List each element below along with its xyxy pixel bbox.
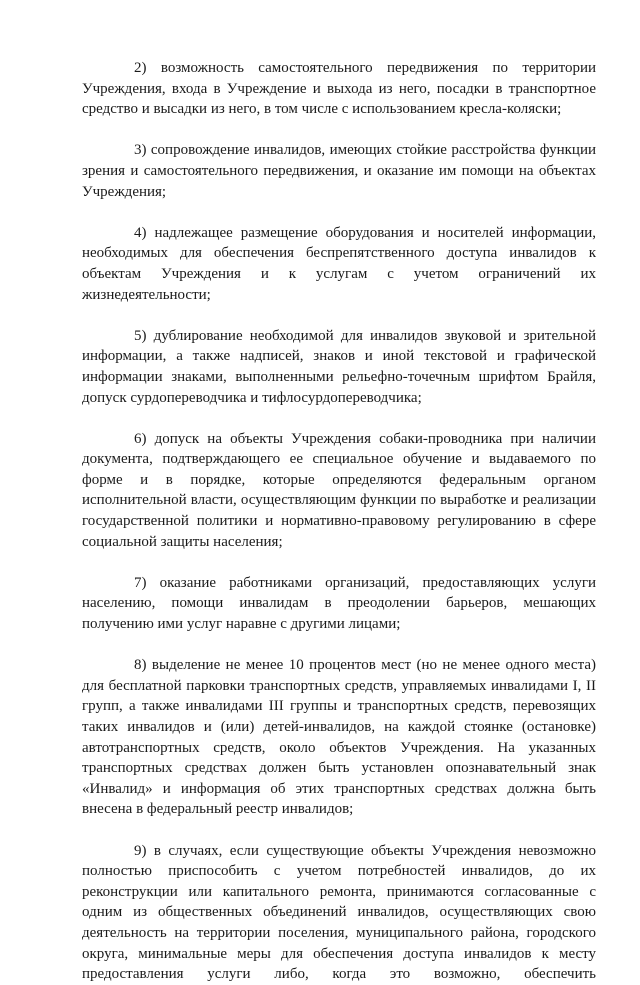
paragraph-item-4: 4) надлежащее размещение оборудования и носителей информации, необходимых для обеспечения беспрепятственного доступа инвалидов к объектам Учреждения и к услугам с учетом ограничений их жизнедеятельности; bbox=[82, 224, 596, 303]
paragraph-item-6: 6) допуск на объекты Учреждения собаки-проводника при наличии документа, подтверждающего ее специальное обучение и выдаваемого по форме и в порядке, которые определяются федеральным органом исполнительной власти, осуществляющим функции по выработке и реализации государственной политики и нормативно-правовому регулированию в сфере социальной защиты населения; bbox=[82, 430, 596, 550]
paragraph-item-5: 5) дублирование необходимой для инвалидов звуковой и зрительной информации, а также надписей, знаков и иной текстовой и графической информации знаками, выполненными рельефно-точечным шрифтом Брайля, допуск сурдопереводчика и тифлосурдопереводчика; bbox=[82, 327, 596, 406]
paragraph-item-9: 9) в случаях, если существующие объекты Учреждения невозможно полностью приспособить с учетом потребностей инвалидов, до их реконструкции или капитального ремонта, принимаются согласованные с одним из общественных объединений инвалидов, осуществляющих свою деятельность на территории поселения, муниципального района, городского округа, минимальные меры для обеспечения доступа инвалидов к месту предоставления услуги либо, когда это возможно, обеспечить bbox=[82, 842, 596, 983]
paragraph-item-2: 2) возможность самостоятельного передвижения по территории Учреждения, входа в Учреждение и выхода из него, посадки в транспортное средство и высадки из него, в том числе с использованием кресла-коляски; bbox=[82, 60, 596, 118]
paragraph-item-3: 3) сопровождение инвалидов, имеющих стойкие расстройства функции зрения и самостоятельного передвижения, и оказание им помощи на объектах Учреждения; bbox=[82, 142, 596, 200]
document-body bbox=[82, 58, 596, 985]
paragraph-item-7: 7) оказание работниками организаций, предоставляющих услуги населению, помощи инвалидам в преодолении барьеров, мешающих получению ими услуг наравне с другими лицами; bbox=[82, 574, 596, 633]
paragraph-item-8: 8) выделение не менее 10 процентов мест (но не менее одного места) для бесплатной парковки транспортных средств, управляемых инвалидами I, II групп, а также инвалидами III группы и транспортных средств, перевозящих таких инвалидов и (или) детей-инвалидов, на каждой стоянке (остановке) автотранспортных средств, около объектов Учреждения. На указанных транспортных средствах должен быть установлен опознавательный знак «Инвалид» и информация об этих транспортных средствах должна быть внесена в федеральный реестр инвалидов; bbox=[82, 657, 596, 818]
